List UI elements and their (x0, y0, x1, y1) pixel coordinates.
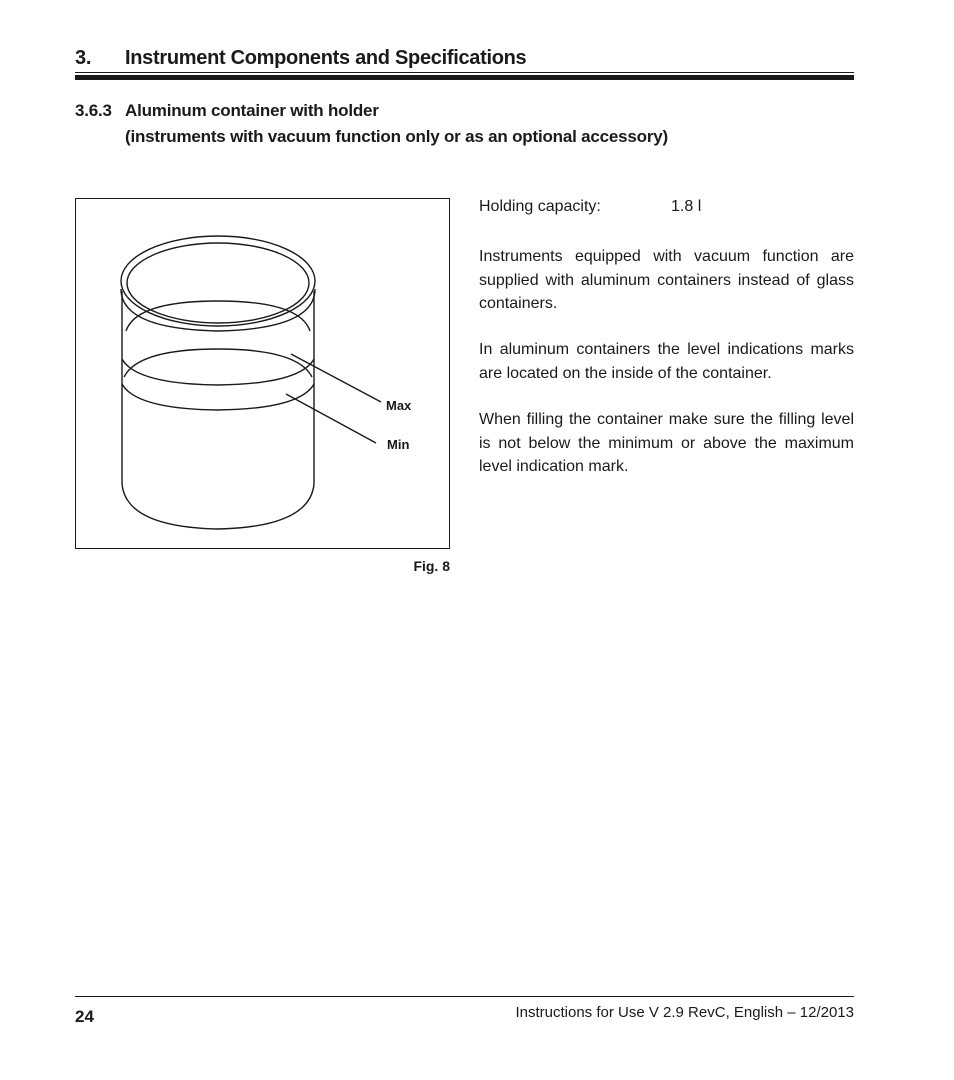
min-leader-line (286, 394, 376, 443)
capacity-value: 1.8 l (671, 198, 702, 215)
paragraph-filling-instructions: When filling the container make sure the filling level is not below the minimum or above the maximum level indication mark. (479, 411, 854, 475)
container-rim-outer (121, 236, 315, 326)
section-title: Aluminum container with holder (125, 101, 379, 120)
figure-caption: Fig. 8 (413, 558, 450, 574)
capacity-label: Holding capacity: (479, 198, 601, 215)
container-bottom (122, 484, 314, 529)
min-label: Min (387, 437, 410, 452)
chapter-title: Instrument Components and Specifications (125, 47, 527, 69)
max-label: Max (386, 398, 412, 413)
page-number: 24 (75, 1007, 94, 1026)
container-lower-band (122, 384, 314, 410)
figure-frame (75, 198, 450, 549)
paragraph-vacuum-containers: Instruments equipped with vacuum function are supplied with aluminum containers instead of glass containers. (479, 248, 854, 312)
paragraph-level-marks: In aluminum containers the level indications marks are located on the inside of the container. (479, 341, 854, 382)
header-rule-thick (75, 75, 854, 80)
header-rule-thin (75, 72, 854, 73)
level-front-line (122, 359, 314, 385)
aluminum-container-illustration (76, 199, 449, 548)
container-rim-inner (127, 243, 309, 323)
section-number: 3.6.3 (75, 101, 112, 120)
section-subtitle: (instruments with vacuum function only or as an optional accessory) (125, 127, 668, 146)
footer-document-info: Instructions for Use V 2.9 RevC, English – 12/2013 (515, 1004, 854, 1021)
max-leader-line (291, 354, 381, 402)
footer-rule (75, 996, 854, 997)
min-level-mark (124, 349, 312, 377)
chapter-number: 3. (75, 47, 92, 69)
